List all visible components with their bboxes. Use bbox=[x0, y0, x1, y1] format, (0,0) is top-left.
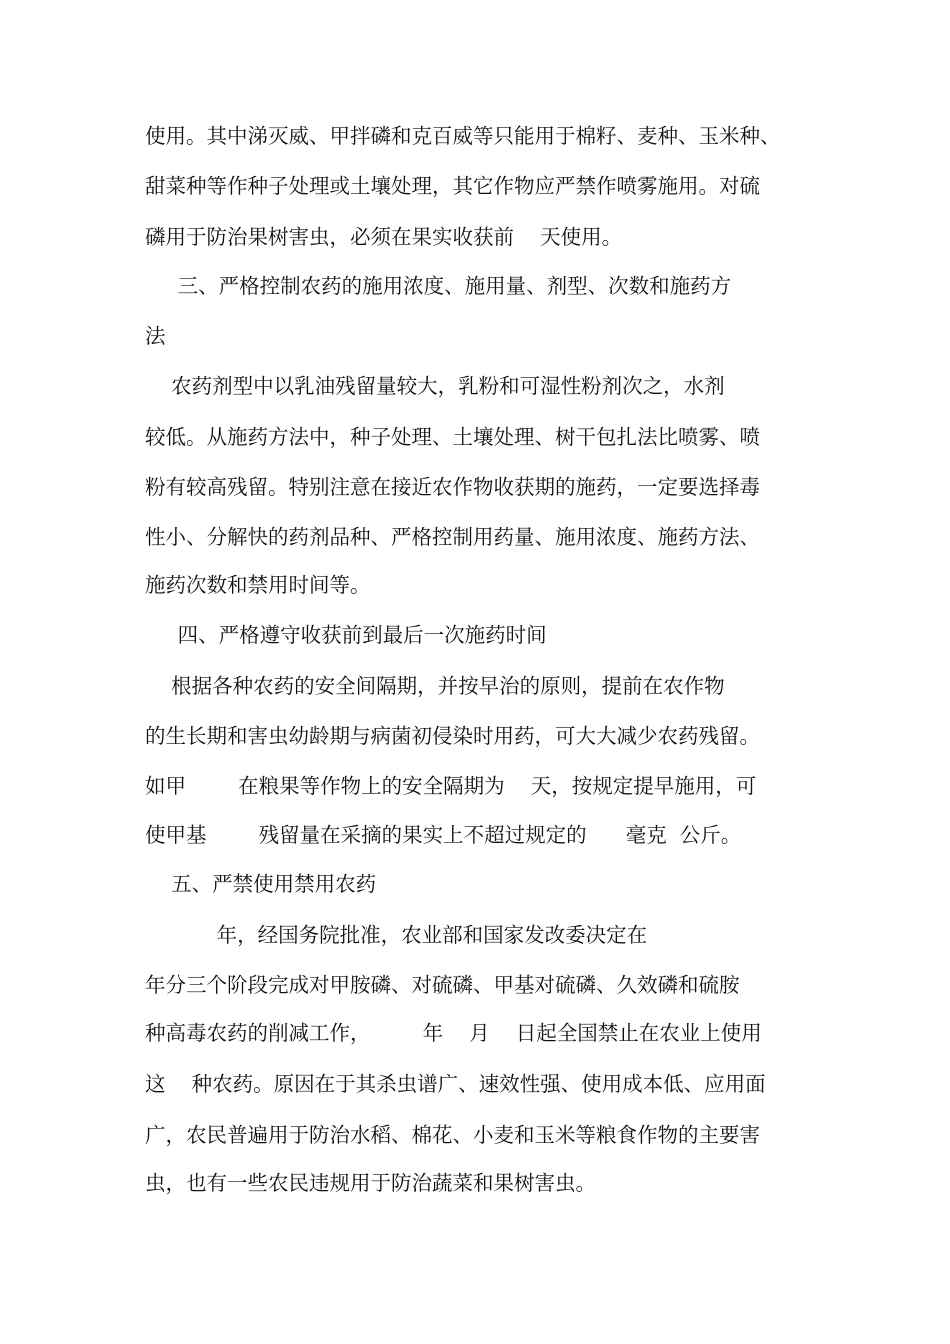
text-line-9: 性小、分解快的药剂品种、严格控制用药量、施用浓度、施药方法、 bbox=[145, 525, 760, 549]
section-heading-5: 五、严禁使用禁用农药 bbox=[145, 872, 377, 896]
text-line-2: 甜菜种等作种子处理或土壤处理，其它作物应严禁作喷雾施用。对硫 bbox=[145, 174, 760, 198]
text-line-17: 年，经国务院批准，农业部和国家发改委决定在 bbox=[145, 923, 648, 947]
text-line-15: 使甲基 残留量在采摘的果实上不超过规定的 毫克 公斤。 bbox=[145, 823, 742, 847]
section-heading-3-cont: 法 bbox=[145, 324, 166, 348]
text-line-19: 种高毒农药的削减工作， 年 月 日起全国禁止在农业上使用 bbox=[145, 1021, 762, 1045]
section-heading-4: 四、严格遵守收获前到最后一次施药时间 bbox=[145, 623, 547, 647]
text-line-12: 根据各种农药的安全间隔期，并按早治的原则，提前在农作物 bbox=[145, 674, 725, 698]
text-line-8: 粉有较高残留。特别注意在接近农作物收获期的施药，一定要选择毒 bbox=[145, 475, 760, 499]
text-line-18: 年分三个阶段完成对甲胺磷、对硫磷、甲基对硫磷、久效磷和硫胺 bbox=[145, 973, 740, 997]
text-line-21: 广，农民普遍用于防治水稻、棉花、小麦和玉米等粮食作物的主要害 bbox=[145, 1123, 760, 1147]
text-line-14: 如甲 在粮果等作物上的安全隔期为 天，按规定提早施用，可 bbox=[145, 774, 757, 798]
text-line-7: 较低。从施药方法中，种子处理、土壤处理、树干包扎法比喷雾、喷 bbox=[145, 425, 760, 449]
text-line-22: 虫，也有一些农民违规用于防治蔬菜和果树害虫。 bbox=[145, 1171, 596, 1195]
text-line-6: 农药剂型中以乳油残留量较大，乳粉和可湿性粉剂次之，水剂 bbox=[145, 374, 725, 398]
text-line-20: 这 种农药。原因在于其杀虫谱广、速效性强、使用成本低、应用面 bbox=[145, 1072, 766, 1096]
text-line-3: 磷用于防治果树害虫，必须在果实收获前 天使用。 bbox=[145, 225, 623, 249]
text-line-1: 使用。其中涕灭威、甲拌磷和克百威等只能用于棉籽、麦种、玉米种、 bbox=[145, 124, 781, 148]
text-line-13: 的生长期和害虫幼龄期与病菌初侵染时用药，可大大减少农药残留。 bbox=[145, 724, 760, 748]
section-heading-3: 三、严格控制农药的施用浓度、施用量、剂型、次数和施药方 bbox=[145, 274, 732, 298]
text-line-10: 施药次数和禁用时间等。 bbox=[145, 573, 371, 597]
